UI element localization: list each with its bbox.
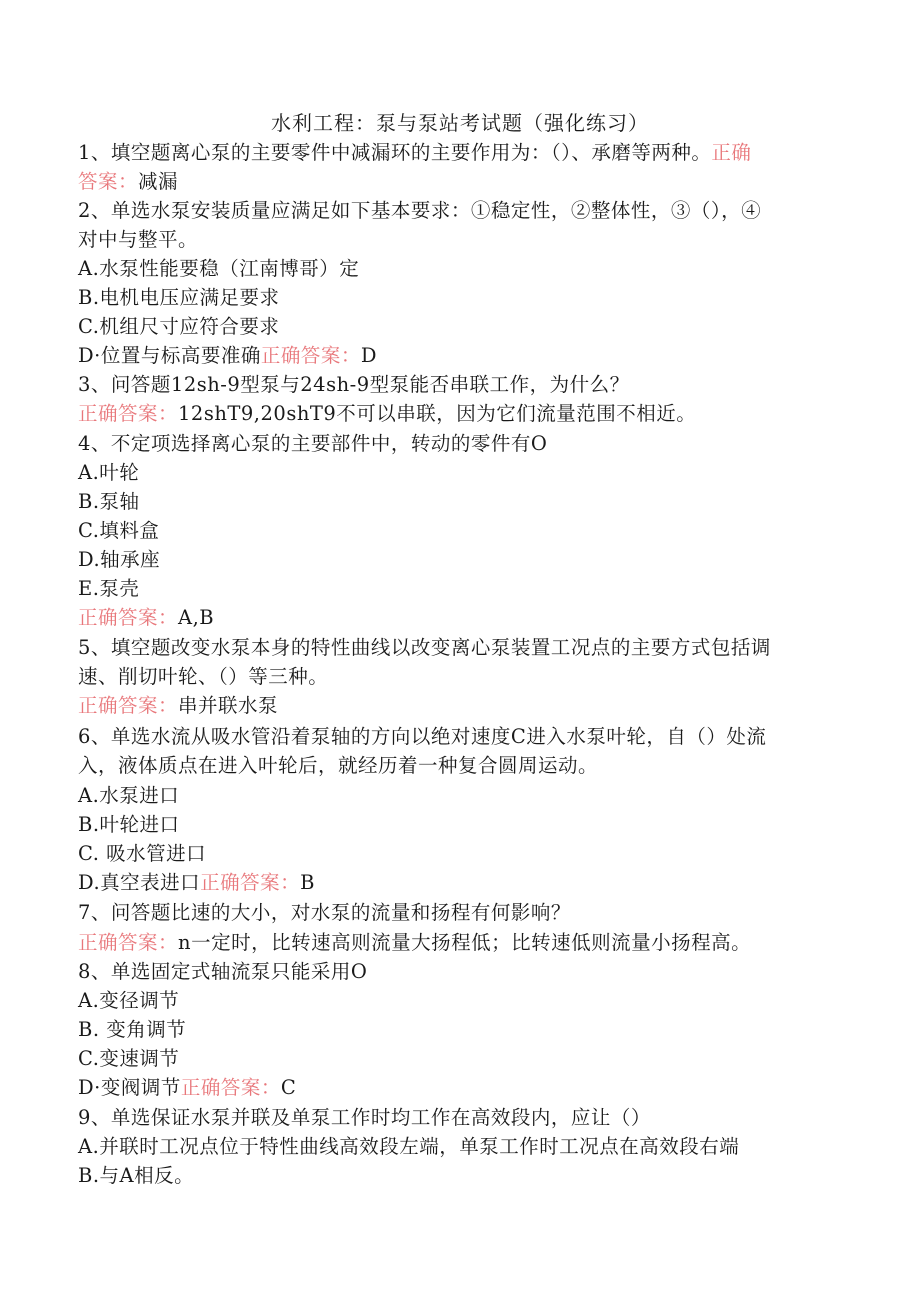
answer-6-value: B	[300, 871, 315, 894]
answer-3-value: 12shT9,20shT9不可以串联，因为它们流量范围不相近。	[178, 402, 697, 425]
option-d-with-answer	[78, 341, 838, 370]
question-7-text: 7、问答题比速的大小，对水泵的流量和扬程有何影响？	[78, 901, 571, 924]
question-2-text: 2、单选水泵安装质量应满足如下基本要求：①稳定性，②整体性，③（），④	[78, 199, 762, 222]
answer-8-value: C	[280, 1076, 297, 1099]
question-5-text: 5、填空题改变水泵本身的特性曲线以改变离心泵装置工况点的主要方式包括调	[78, 636, 771, 659]
option-c: C. 吸水管进口	[78, 842, 207, 865]
answer-label: 正确答案：	[78, 606, 179, 629]
answer-label: 正确答案：	[180, 1076, 281, 1099]
question-5-text-cont: 速、削切叶轮、（）等三种。	[78, 665, 329, 688]
option-c: C.机组尺寸应符合要求	[78, 315, 280, 338]
option-d: D.真空表进口	[78, 871, 201, 894]
question-1-line-1	[78, 138, 838, 167]
question-8-text: 8、单选固定式轴流泵只能采用O	[78, 960, 368, 983]
answer-label: 正确答案：	[260, 344, 361, 367]
answer-3-line	[78, 399, 838, 428]
option-a: A.并联时工况点位于特性曲线高效段左端，单泵工作时工况点在高效段右端	[78, 1135, 740, 1158]
option-a: A.水泵进口	[78, 784, 180, 807]
question-1-line-2	[78, 167, 838, 196]
question-4-text: 4、不定项选择离心泵的主要部件中，转动的零件有O	[78, 432, 548, 455]
option-a: A.叶轮	[78, 461, 140, 484]
answer-label-part: 答案：	[78, 170, 139, 193]
answer-label: 正确答案：	[200, 871, 301, 894]
question-6-text-cont: 入，液体质点在进入叶轮后，就经历着一种复合圆周运动。	[78, 754, 599, 777]
answer-label-part: 正确	[711, 141, 752, 164]
option-c: C.填料盒	[78, 519, 160, 542]
question-6-text: 6、单选水流从吸水管沿着泵轴的方向以绝对速度C进入水泵叶轮，自（）处流	[78, 725, 767, 748]
option-c: C.变速调节	[78, 1047, 180, 1070]
option-a: A.变径调节	[78, 989, 180, 1012]
answer-4-value: A,B	[178, 606, 215, 629]
answer-2-value: D	[360, 344, 377, 367]
answer-4-line	[78, 603, 838, 632]
option-b: B.电机电压应满足要求	[78, 286, 280, 309]
answer-label: 正确答案：	[78, 694, 179, 717]
option-a: A.水泵性能要稳（江南博哥）定	[78, 257, 360, 280]
answer-5-line	[78, 691, 838, 720]
option-d: D·位置与标高要准确	[78, 344, 261, 367]
answer-label: 正确答案：	[78, 931, 179, 954]
question-2-text-cont: 对中与整平。	[78, 228, 199, 251]
option-d: D·变阀调节	[78, 1076, 181, 1099]
question-3-text: 3、问答题12sh-9型泵与24sh-9型泵能否串联工作，为什么？	[78, 373, 630, 396]
option-b: B.叶轮进口	[78, 813, 180, 836]
question-9-text: 9、单选保证水泵并联及单泵工作时均工作在高效段内，应让（）	[78, 1106, 651, 1129]
option-d-with-answer	[78, 868, 838, 897]
answer-label: 正确答案：	[78, 402, 179, 425]
option-d-with-answer	[78, 1073, 838, 1102]
answer-7-line	[78, 928, 838, 957]
question-1-text: 1、填空题离心泵的主要零件中减漏环的主要作用为：（）、承磨等两种。	[78, 141, 712, 164]
document-title: 水利工程：泵与泵站考试题（强化练习）	[271, 111, 649, 135]
answer-5-value: 串并联水泵	[178, 694, 279, 717]
option-b: B. 变角调节	[78, 1018, 187, 1041]
option-d: D.轴承座	[78, 548, 161, 571]
option-e: E.泵壳	[78, 577, 140, 600]
option-b: B.泵轴	[78, 490, 140, 513]
answer-7-value: n一定时，比转速高则流量大扬程低；比转速低则流量小扬程高。	[178, 931, 752, 954]
option-b: B.与A相反。	[78, 1164, 195, 1187]
answer-1-value: 减漏	[138, 170, 179, 193]
